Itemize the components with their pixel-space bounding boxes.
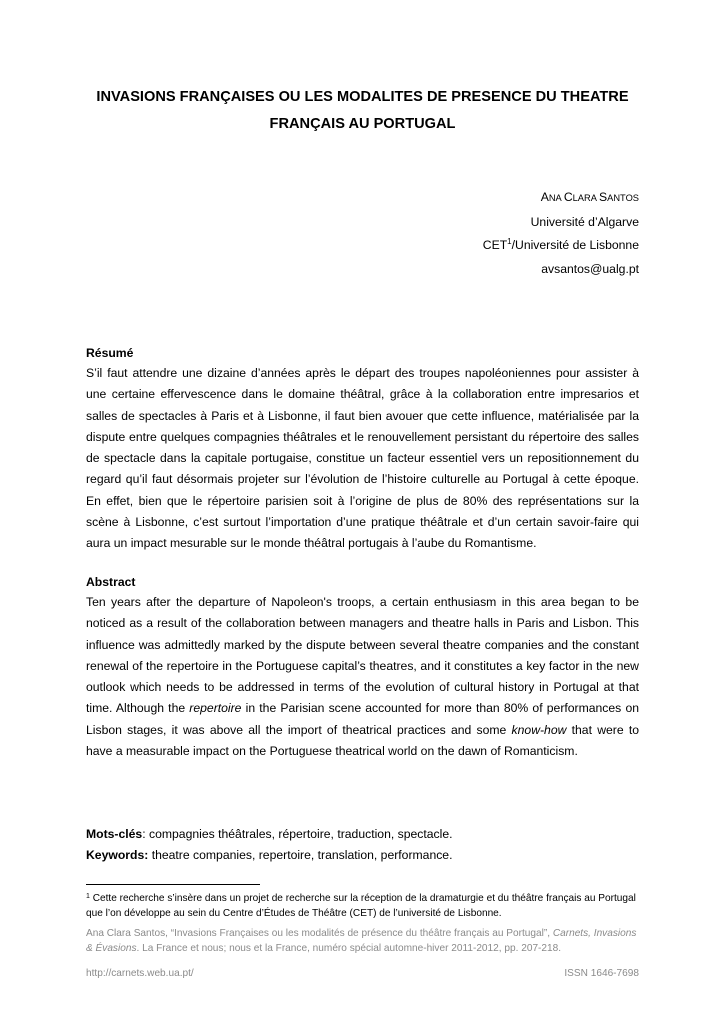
article-title: INVASIONS FRANÇAISES OU LES MODALITES DE PRESENCE DU THEATRE FRANÇAIS AU PORTUGAL — [96, 89, 629, 132]
author-name-part: C — [563, 190, 573, 204]
author-name-part: NA — [548, 193, 564, 203]
affiliation-suffix: /Université de Lisbonne — [511, 238, 639, 252]
keywords-en — [86, 845, 639, 866]
author-name-part: LARA — [572, 193, 599, 203]
resume-heading: Résumé — [86, 346, 134, 360]
citation-text-part: Ana Clara Santos, “Invasions Françaises ou les modalités de présence du théâtre français au Portugal”, — [86, 928, 553, 939]
footnote-text: Cette recherche s’insère dans un projet de recherche sur la réception de la dramaturgie et du théâtre français au Portugal que l’on développe au sein du Centre d’Études de Théâtre (CET) de l’université de Lisbonne. — [86, 893, 636, 919]
abstract-text-part: in the Parisian scene accounted for more than 80% of performances on Lisbon stages, it was above all the import of theatrical practices and some — [86, 701, 639, 737]
footnote — [86, 891, 639, 921]
affiliation-prefix: CET — [482, 238, 508, 252]
citation-text-part: . La France et nous; nous et la France, numéro spécial automne-hiver 2011-2012, pp. 207-218. — [136, 942, 562, 954]
keywords-fr-label: Mots-clés — [86, 827, 143, 841]
abstract-section — [86, 572, 639, 762]
author-email[interactable]: avsantos@ualg.pt — [541, 261, 639, 276]
keywords-fr-text: : compagnies théâtrales, répertoire, traduction, spectacle. — [142, 827, 453, 841]
keywords-fr — [86, 824, 639, 845]
author-block — [483, 186, 639, 281]
footnote-ref[interactable]: 1 — [507, 237, 512, 246]
footnote-divider — [86, 884, 260, 885]
author-affiliation-2 — [483, 234, 639, 258]
abstract-text-part: that were to have a measurable impact on the Portuguese theatrical world on the dawn of Romanticism. — [86, 722, 639, 759]
abstract-heading: Abstract — [86, 575, 136, 589]
citation-footer — [86, 927, 639, 957]
journal-url[interactable]: http://carnets.web.ua.pt/ — [86, 968, 194, 979]
author-name-part: ANTOS — [607, 193, 639, 203]
citation-journal: Carnets, Invasions & Évasions — [86, 928, 637, 954]
author-name-part: S — [599, 190, 608, 204]
footnote-number: 1 — [86, 893, 90, 900]
author-affiliation-1: Université d’Algarve — [530, 214, 639, 229]
author-name — [483, 186, 639, 211]
keywords-en-text: theatre companies, repertoire, translation, performance. — [148, 848, 453, 862]
issn: ISSN 1646-7698 — [564, 968, 639, 979]
abstract-text — [86, 592, 639, 762]
keywords-en-label: Keywords: — [86, 848, 149, 862]
abstract-italic-term: repertoire — [189, 701, 242, 716]
footer-line — [86, 968, 639, 979]
resume-text: S’il faut attendre une dizaine d’années après le départ des troupes napoléoniennes pour assister à une certaine effervescence dans le domaine théâtral, grâce à la collaboration entre impresarios et salles de spectacles à Paris et à Lisbonne, il faut bien avouer que cette influence, matérialisée par la dispute entre quelques compagnies théâtrales et le renouvellement persistant du répertoire des salles de spectacle dans la capitale portugaise, constitue un facteur essentiel vers un repositionnement du regard qu’il faut désormais projeter sur l’évolution de l’histoire culturelle au Portugal à cette époque. En effet, bien que le répertoire parisien soit à l’origine de plus de 80% des représentations sur la scène à Lisbonne, c’est surtout l’importation d’une pratique théâtrale et d’un certain savoir-faire qui aura un impact mesurable sur le monde théâtral portugais à l’aube du Romantisme. — [86, 366, 639, 551]
abstract-italic-term: know-how — [511, 722, 567, 737]
abstract-text-part: Ten years after the departure of Napoleon's troops, a certain enthusiasm in this area began to be noticed as a result of the collaboration between managers and theatre halls in Paris and Lisbon. This influence was admittedly marked by the dispute between several theatre companies and the constant renewal of the repertoire in the Portuguese capital’s theatres, and it constitutes a key factor in the new outlook which needs to be addressed in terms of the evolution of cultural history in Portugal at that time. Although the — [86, 595, 639, 716]
author-name-part: A — [540, 190, 549, 204]
resume-section — [86, 343, 639, 555]
keywords-block — [86, 824, 639, 866]
